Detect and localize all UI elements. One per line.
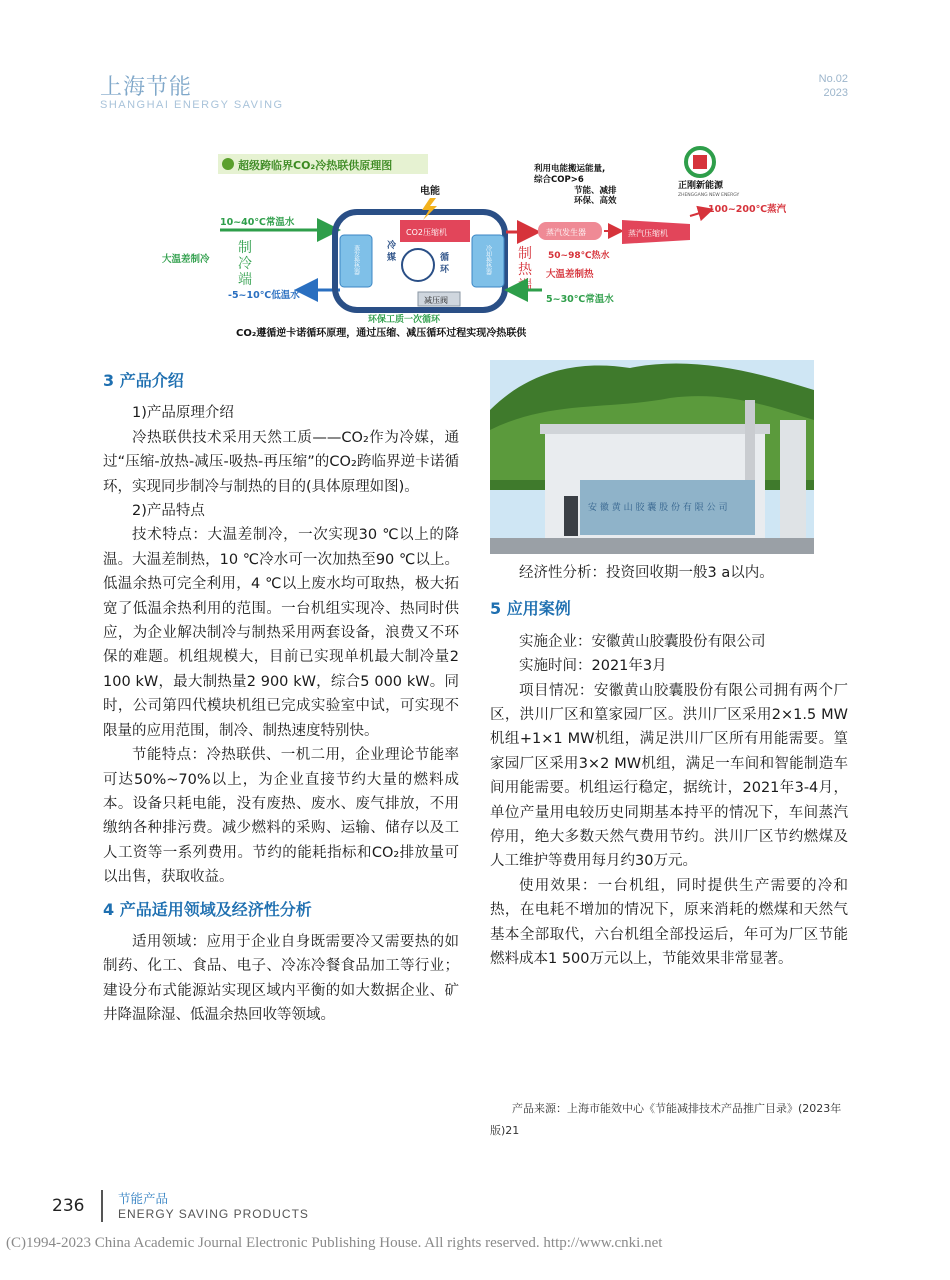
label-eco: 环保工质一次循环 xyxy=(368,315,441,325)
photo-building-roof xyxy=(540,424,770,434)
company-logo-mark xyxy=(693,155,707,169)
photo-ground xyxy=(490,538,814,554)
valve-label: 减压阀 xyxy=(424,296,448,305)
compressor-label: CO2压缩机 xyxy=(406,228,447,237)
page-number: 236 xyxy=(52,1196,85,1216)
diagram-title: 超级跨临界CO₂冷热联供原理图 xyxy=(238,159,393,172)
label-in-cold: 10~40℃常温水 xyxy=(220,217,295,228)
pipe-steam-out xyxy=(690,210,710,216)
right-para-4: 使用效果：一台机组，同时提供生产需要的冷和热，在电耗不增加的情况下，原来消耗的燃煤和天然气基本全部取代，六台机组全部投运后，年可为厂区节能燃料成本1 500万元以上，节能效果非常显著。 xyxy=(490,877,848,968)
left-column xyxy=(103,369,459,1028)
photo-tower xyxy=(780,420,806,540)
photo-sign: 安 徽 黄 山 胶 囊 股 份 有 限 公 司 xyxy=(588,503,728,513)
cop-line-2: 综合COP>6 xyxy=(534,175,584,185)
steam-compressor-label: 蒸汽压缩机 xyxy=(628,229,668,238)
cycle-char-3: 循 xyxy=(440,253,450,263)
issue-year: 2023 xyxy=(823,87,848,99)
label-heat-side: 大温差制热 xyxy=(546,269,594,280)
gas-cooler-label: 冷却换热器 xyxy=(484,245,492,275)
footer-divider xyxy=(101,1190,103,1222)
factory-photo xyxy=(490,360,814,554)
right-column xyxy=(490,561,848,972)
left-para-4: 技术特点：大温差制冷，一次实现30 ℃以上的降温。大温差制热，10 ℃冷水可一次加热至90 ℃以上。低温余热可完全利用，4 ℃以上废水均可取热，极大拓宽了低温余热利用的范围。一台机组实现冷、热同时供应，为企业解决制冷与制热采用两套设备，浪费又不环保的难题。机组规模大，目前已实现单机最大制冷量2 100 kW，最大制热量2 900 kW，综合5 000 kW。同时，公司第四代模块机组已完成实验室中试，可实现不限量的应用范围，制冷、制热速度特别快。 xyxy=(103,527,459,739)
section-3-heading: 3 产品介绍 xyxy=(103,371,184,390)
left-para-3: 2)产品特点 xyxy=(132,503,205,520)
label-steam: 100~200℃蒸汽 xyxy=(708,204,787,215)
photo-pipe xyxy=(745,400,755,480)
label-cool-side: 大温差制冷 xyxy=(162,254,210,265)
right-para-2: 实施时间：2021年3月 xyxy=(519,658,667,675)
issue-info xyxy=(819,72,848,100)
left-para-1: 1)产品原理介绍 xyxy=(132,405,234,422)
label-in-heat: 5~30℃常温水 xyxy=(546,294,614,305)
journal-title: 上海节能 xyxy=(100,75,193,100)
label-cool-end-3: 端 xyxy=(238,272,252,288)
right-para-1: 实施企业：安徽黄山胶囊股份有限公司 xyxy=(519,633,766,650)
footer-section-en: ENERGY SAVING PRODUCTS xyxy=(118,1207,309,1221)
label-heat-end-1: 制 xyxy=(518,246,532,262)
cop-line-1: 利用电能搬运能量, xyxy=(534,164,606,174)
copyright-notice: (C)1994-2023 China Academic Journal Electronic Publishing House. All rights reserved. http://www.cnki.net xyxy=(6,1235,663,1251)
leaf-icon xyxy=(222,158,234,170)
diagram-caption: CO₂遵循逆卡诺循环原理，通过压缩、减压循环过程实现冷热联供 xyxy=(236,328,527,339)
section-5-heading: 5 应用案例 xyxy=(490,599,571,619)
product-source-note: 产品来源：上海市能效中心《节能减排技术产品推广目录》(2023年版)21 xyxy=(490,1102,842,1137)
benefit-line-1: 节能、减排 xyxy=(574,186,617,196)
footer-section-cn: 节能产品 xyxy=(118,1191,169,1206)
label-heat-end-3: 端 xyxy=(518,278,532,294)
right-para-3: 项目情况：安徽黄山胶囊股份有限公司拥有两个厂区，洪川厂区和篁家园厂区。洪川厂区采用2×1.5 MW机组+1×1 MW机组，满足洪川厂区所有用能需要。篁家园厂区采用3×2 MW机组，满足一车间和智能制造车间用能需要。机组运行稳定，据统计，2021年3-4月，单位产量用电较历史同期基本持平的情况下，车间蒸汽停用，绝大多数天然气费用节约。洪川厂区节约燃煤及人工维护等费用每月约30万元。 xyxy=(490,682,848,870)
benefit-line-2: 环保、高效 xyxy=(574,196,617,206)
left-para-6: 适用领域：应用于企业自身既需要冷又需要热的如制药、化工、食品、电子、冷冻冷餐食品加工等行业；建设分布式能源站实现区域内平衡的如大数据企业、矿井降温除湿、低温余热回收等领域。 xyxy=(103,933,459,1024)
label-cool-end-2: 冷 xyxy=(238,256,252,272)
left-para-2: 冷热联供技术采用天然工质——CO₂作为冷媒，通过“压缩-放热-减压-吸热-再压缩”的CO₂跨临界逆卡诺循环，实现同步制冷与制热的目的(具体原理如图)。 xyxy=(103,429,459,495)
cycle-char-2: 媒 xyxy=(387,253,397,263)
left-para-5: 节能特点：冷热联供、一机二用，企业理论节能率可达50%~70%以上，为企业直接节约大量的燃料成本。设备只耗电能，没有废热、废水、废气排放，不用缴纳各种排污费。减少燃料的采购、运输、储存以及工人工资等一系列费用。节约的能耗指标和CO₂排放量可以出售，获取收益。 xyxy=(103,747,459,886)
label-out-cold: -5~10℃低温水 xyxy=(228,290,300,301)
evaporator-label: 蒸发换热器 xyxy=(352,245,360,275)
cycle-char-1: 冷 xyxy=(387,241,397,251)
label-hot-water: 50~98℃热水 xyxy=(548,251,610,261)
issue-number: No.02 xyxy=(818,73,848,85)
section-4-heading: 4 产品适用领域及经济性分析 xyxy=(103,899,312,919)
company-logo-text: 正刚新能源 xyxy=(678,181,724,191)
cycle-char-4: 环 xyxy=(440,265,450,275)
steam-generator-label: 蒸汽发生器 xyxy=(546,228,586,237)
photo-door xyxy=(564,496,578,536)
cycle-circle xyxy=(402,249,434,281)
label-heat-end-2: 热 xyxy=(518,262,532,278)
label-cool-end-1: 制 xyxy=(238,240,252,256)
economic-analysis-text: 经济性分析：投资回收期一般3 a以内。 xyxy=(519,565,774,581)
journal-subtitle: SHANGHAI ENERGY SAVING xyxy=(100,99,284,111)
electric-label: 电能 xyxy=(420,186,440,197)
company-logo-sub: ZHENGGANG NEW ENERGY xyxy=(678,193,740,198)
principle-diagram xyxy=(150,140,885,348)
